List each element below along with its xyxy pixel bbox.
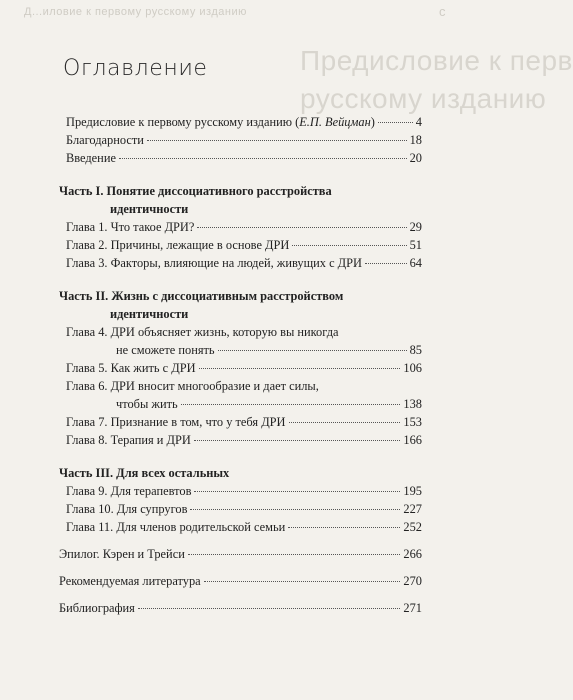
toc-entry-chapter-9 bbox=[59, 482, 422, 500]
toc-page-number: 29 bbox=[409, 220, 422, 234]
toc-entry-label: не сможете понять bbox=[116, 343, 215, 357]
toc-entry-epilogue bbox=[59, 545, 422, 563]
leader-dots bbox=[292, 244, 406, 246]
toc-entry-label: Глава 9. Для терапевтов bbox=[66, 484, 192, 498]
toc-entry-chapter-7 bbox=[59, 413, 422, 431]
leader-dots bbox=[365, 262, 407, 264]
toc-entry-introduction bbox=[59, 149, 422, 167]
toc-entry-label: Рекомендуемая литература bbox=[59, 574, 201, 588]
toc-page-number: 195 bbox=[403, 484, 422, 498]
toc-entry-label: Глава 1. Что такое ДРИ? bbox=[66, 220, 195, 234]
toc-entry-chapter-6-line1: Глава 6. ДРИ вносит многообразие и дает силы, bbox=[66, 379, 319, 393]
leader-dots bbox=[204, 580, 401, 582]
toc-page-number: 227 bbox=[403, 502, 422, 516]
part-2-title: Часть II. Жизнь с диссоциативным расстройством идентичности bbox=[59, 289, 344, 321]
toc-entry-label: Предисловие к первому русскому изданию (Е.П. Вейцман) bbox=[66, 115, 375, 129]
toc-entry-chapter-10 bbox=[59, 500, 422, 518]
table-of-contents bbox=[59, 113, 422, 617]
bleed-through-header: Д...иловие к первому русскому изданию bbox=[24, 6, 247, 18]
toc-page-number: 138 bbox=[403, 397, 422, 411]
leader-dots bbox=[288, 526, 400, 528]
toc-entry-chapter-8 bbox=[59, 431, 422, 449]
toc-page-number: 18 bbox=[409, 133, 422, 147]
toc-entry-label: Введение bbox=[66, 151, 116, 165]
part-1-title: Часть I. Понятие диссоциативного расстройства идентичности bbox=[59, 184, 332, 216]
leader-dots bbox=[119, 157, 407, 159]
toc-entry-chapter-2 bbox=[59, 236, 422, 254]
toc-entry-label: Глава 3. Факторы, влияющие на людей, живущих с ДРИ bbox=[66, 256, 362, 270]
toc-entry-chapter-5 bbox=[59, 359, 422, 377]
toc-entry-chapter-11 bbox=[59, 518, 422, 536]
toc-entry-label: Библиография bbox=[59, 601, 135, 615]
toc-entry-label: Глава 2. Причины, лежащие в основе ДРИ bbox=[66, 238, 290, 252]
toc-entry-chapter-1 bbox=[59, 218, 422, 236]
toc-entry-recommended-reading bbox=[59, 572, 422, 590]
toc-page-number: 20 bbox=[409, 151, 422, 165]
toc-entry-label: Благодарности bbox=[66, 133, 144, 147]
toc-page-number: 4 bbox=[415, 115, 422, 129]
toc-entry-bibliography bbox=[59, 599, 422, 617]
toc-entry-label: чтобы жить bbox=[116, 397, 178, 411]
leader-dots bbox=[188, 553, 401, 555]
bleed-through-heading-line2: русскому изданию bbox=[300, 83, 547, 114]
toc-page-number: 153 bbox=[403, 415, 422, 429]
bleed-through-page-number: с bbox=[439, 4, 446, 19]
leader-dots bbox=[138, 607, 401, 609]
toc-entry-acknowledgements bbox=[59, 131, 422, 149]
leader-dots bbox=[289, 421, 401, 423]
toc-page-number: 252 bbox=[403, 520, 422, 534]
toc-entry-label: Глава 7. Признание в том, что у тебя ДРИ bbox=[66, 415, 286, 429]
leader-dots bbox=[194, 439, 401, 441]
toc-page-number: 166 bbox=[403, 433, 422, 447]
toc-entry-chapter-4-line1: Глава 4. ДРИ объясняет жизнь, которую вы никогда bbox=[66, 325, 339, 339]
toc-page-number: 51 bbox=[409, 238, 422, 252]
toc-entry-chapter-3 bbox=[59, 254, 422, 272]
part-3-title: Часть III. Для всех остальных bbox=[59, 466, 230, 480]
toc-entry-preface bbox=[59, 113, 422, 131]
toc-page-number: 266 bbox=[403, 547, 422, 561]
toc-page-number: 106 bbox=[403, 361, 422, 375]
page-title: Оглавление bbox=[63, 56, 208, 81]
leader-dots bbox=[147, 139, 407, 141]
toc-entry-chapter-4 bbox=[59, 341, 422, 359]
leader-dots bbox=[181, 403, 401, 405]
toc-page-number: 85 bbox=[409, 343, 422, 357]
toc-entry-label: Глава 11. Для членов родительской семьи bbox=[66, 520, 286, 534]
toc-page-number: 64 bbox=[409, 256, 422, 270]
toc-entry-label: Глава 5. Как жить с ДРИ bbox=[66, 361, 196, 375]
bleed-through-heading-line1: Предисловие к перв bbox=[300, 45, 573, 76]
leader-dots bbox=[199, 367, 401, 369]
toc-entry-label: Глава 8. Терапия и ДРИ bbox=[66, 433, 191, 447]
leader-dots bbox=[194, 490, 400, 492]
leader-dots bbox=[378, 121, 413, 123]
toc-entry-label: Эпилог. Кэрен и Трейси bbox=[59, 547, 185, 561]
toc-entry-label: Глава 10. Для супругов bbox=[66, 502, 188, 516]
toc-page-number: 271 bbox=[403, 601, 422, 615]
leader-dots bbox=[190, 508, 400, 510]
toc-page-number: 270 bbox=[403, 574, 422, 588]
leader-dots bbox=[197, 226, 406, 228]
leader-dots bbox=[218, 349, 407, 351]
toc-entry-chapter-6 bbox=[59, 395, 422, 413]
